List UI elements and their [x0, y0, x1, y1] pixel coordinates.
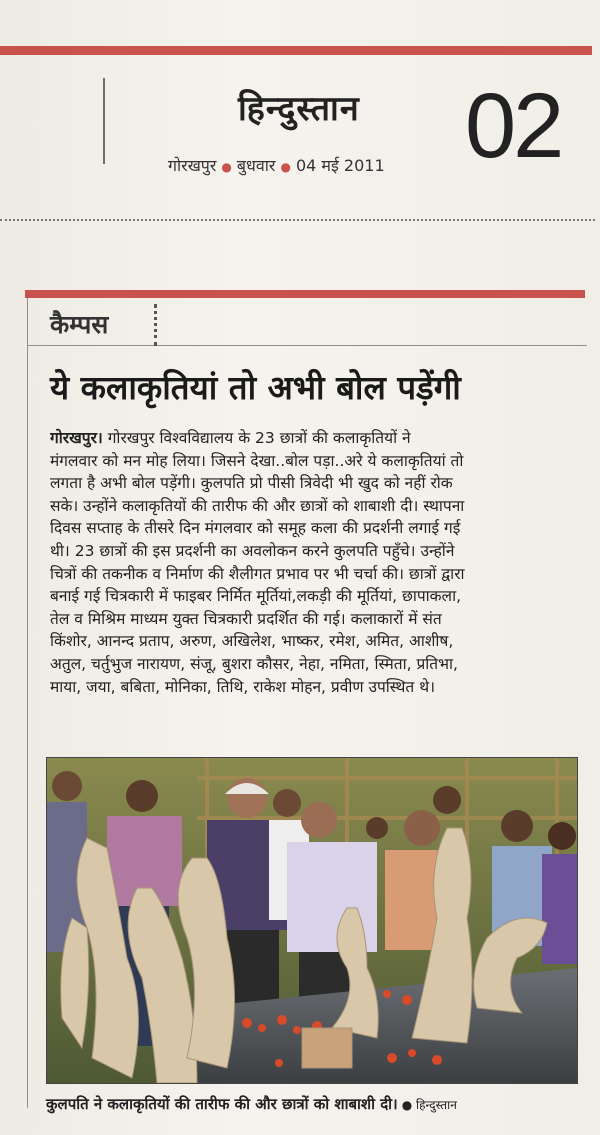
column-frame-left	[27, 298, 28, 1108]
section-dotted-divider	[154, 304, 157, 346]
article-body	[50, 427, 580, 698]
article-line: सके। उन्होंने कलाकृतियों की तारीफ की और छात्रों को शाबाशी दी। स्थापना	[50, 496, 465, 515]
photo-caption-text: कुलपति ने कलाकृतियों की तारीफ की और छात्रों को शाबाशी दी।	[46, 1095, 398, 1113]
photo-credit	[402, 1098, 457, 1112]
section-label: कैम्पस	[50, 310, 109, 339]
masthead-title: हिन्दुस्तान	[238, 89, 360, 129]
article-headline: ये कलाकृतियां तो अभी बोल पड़ेंगी	[50, 368, 461, 407]
article-dateline: गोरखपुर।	[50, 429, 103, 447]
bullet-icon: ●	[280, 160, 291, 174]
column-frame-top	[27, 345, 587, 346]
exhibition-photo-illustration	[47, 758, 577, 1083]
masthead-divider	[103, 78, 105, 164]
photo-caption	[46, 1094, 457, 1114]
article-line: गोरखपुर। गोरखपुर विश्वविद्यालय के 23 छात्रों की कलाकृतियों ने	[50, 429, 411, 447]
section-red-rule	[25, 290, 585, 298]
article-line: तेल व मिश्रिम माध्यम युक्त चित्रकारी प्रदर्शित की गई। कलाकारों में संत	[50, 609, 442, 628]
article-line: थी। 23 छात्रों की इस प्रदर्शनी का अवलोकन करने कुलपति पहुँचे। उन्होंने	[50, 541, 455, 560]
masthead-dateline	[168, 154, 385, 176]
photo-credit-text: हिन्दुस्तान	[416, 1098, 457, 1112]
article-line: दिवस सप्ताह के तीसरे दिन मंगलवार को समूह कला की प्रदर्शनी लगाई गई	[50, 519, 461, 538]
dateline-city: गोरखपुर	[168, 156, 217, 175]
article-line: अतुल, चर्तुभुज नारायण, संजू, बुशरा कौसर, नेहा, नमिता, स्मिता, प्रतिभा,	[50, 654, 458, 673]
dateline-weekday: बुधवार	[236, 156, 276, 175]
article-line: मंगलवार को मन मोह लिया। जिसने देखा..बोल पड़ा..अरे ये कलाकृतियां तो	[50, 451, 464, 470]
page-number: 02	[465, 75, 562, 177]
article-line: किंशोर, आनन्द प्रताप, अरुण, अखिलेश, भाष्कर, रमेश, अमित, आशीष,	[50, 632, 454, 651]
dotted-separator	[0, 219, 595, 221]
bullet-icon: ●	[401, 1098, 417, 1112]
article-line: माया, जया, बबिता, मोनिका, तिथि, राकेश मोहन, प्रवीण उपस्थित थे।	[50, 677, 435, 696]
article-line: लगता है अभी बोल पड़ेंगी। कुलपति प्रो पीसी त्रिवेदी भी खुद को नहीं रोक	[50, 474, 453, 493]
article-line: बनाई गई चित्रकारी में फाइबर निर्मित मूर्तियां,लकड़ी की मूर्तियां, छापाकला,	[50, 587, 462, 606]
news-photo	[46, 757, 578, 1084]
bullet-icon: ●	[221, 160, 232, 174]
dateline-date: 04 मई 2011	[295, 156, 385, 175]
top-red-rule	[0, 46, 592, 55]
article-line: चित्रों की तकनीक व निर्माण की शैलीगत प्रभाव पर भी चर्चा की। छात्रों द्वारा	[50, 564, 465, 583]
